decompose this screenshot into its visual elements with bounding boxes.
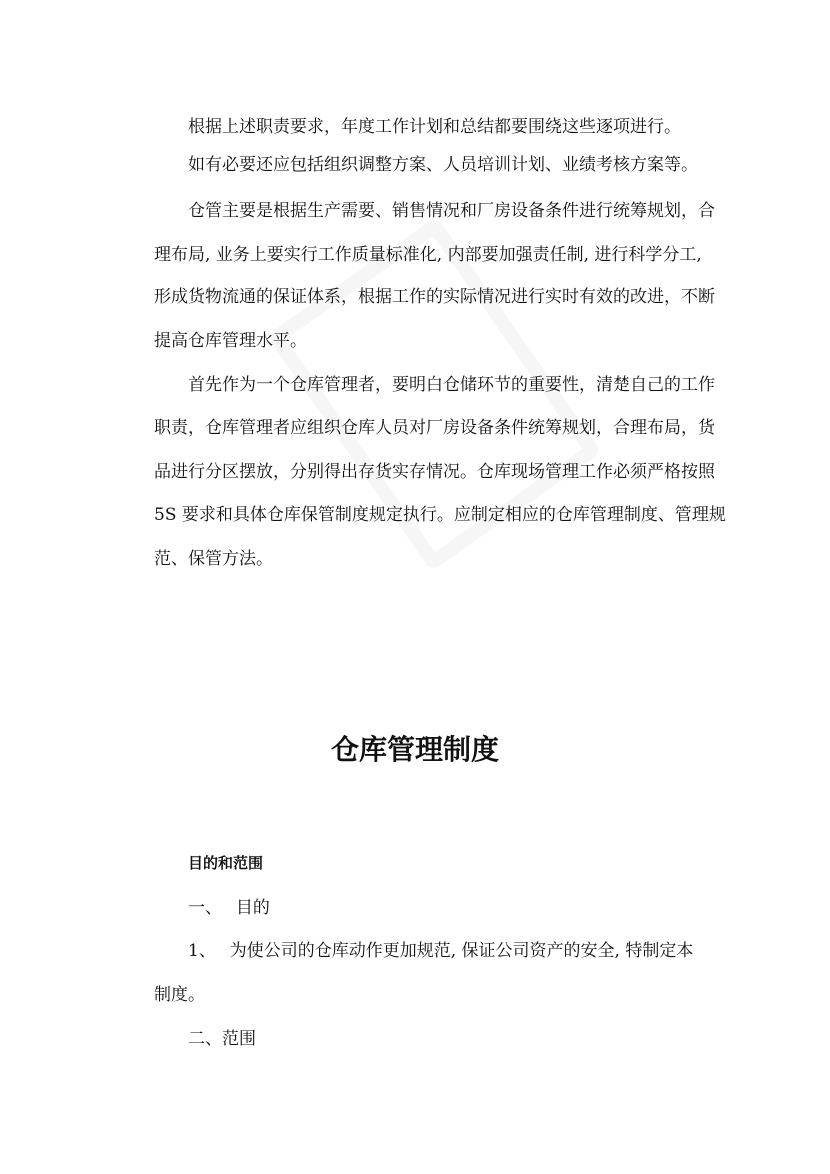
- paragraph-line: 职责，仓库管理者应组织仓库人员对厂房设备条件统筹规划，合理布局，货: [154, 418, 715, 438]
- list-item: 一、 目的: [188, 898, 270, 918]
- document-title: 仓库管理制度: [330, 733, 499, 766]
- paragraph-line: 形成货物流通的保证体系，根据工作的实际情况进行实时有效的改进，不断: [154, 287, 715, 307]
- list-item: 二、范围: [188, 1029, 256, 1049]
- paragraph-line: 如有必要还应包括组织调整方案、人员培训计划、业绩考核方案等。: [188, 155, 698, 175]
- list-item: 制度。: [154, 985, 205, 1005]
- paragraph-line: 品进行分区摆放，分别得出存货实存情况。仓库现场管理工作必须严格按照: [154, 462, 715, 482]
- list-item: 1、 为使公司的仓库动作更加规范, 保证公司资产的安全, 特制定本: [188, 941, 694, 961]
- paragraph-line: 理布局, 业务上要实行工作质量标准化, 内部要加强责任制, 进行科学分工,: [154, 245, 702, 265]
- section-heading: 目的和范围: [188, 854, 264, 872]
- paragraph-line: 5S 要求和具体仓库保管制度规定执行。应制定相应的仓库管理制度、管理规: [154, 505, 726, 525]
- paragraph-line: 根据上述职责要求，年度工作计划和总结都要围绕这些逐项进行。: [188, 117, 681, 137]
- paragraph-line: 仓管主要是根据生产需要、销售情况和厂房设备条件进行统筹规划，合: [188, 201, 715, 221]
- paragraph-line: 范、保管方法。: [154, 549, 273, 569]
- paragraph-line: 提高仓库管理水平。: [154, 331, 307, 351]
- paragraph-line: 首先作为一个仓库管理者，要明白仓储环节的重要性，清楚自己的工作: [188, 375, 715, 395]
